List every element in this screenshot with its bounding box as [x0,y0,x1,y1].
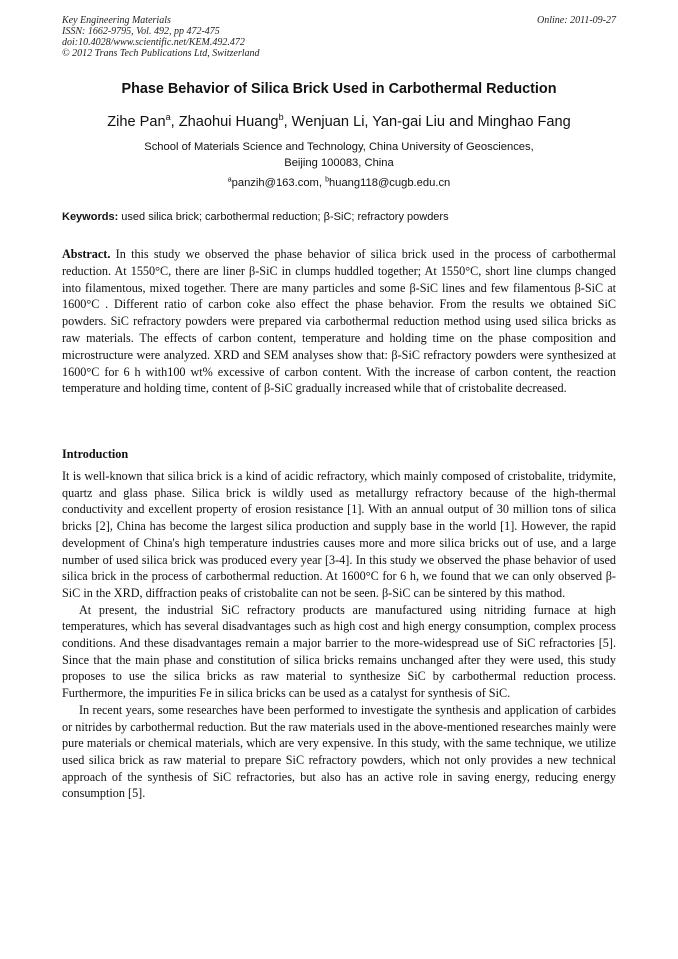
journal-header [62,15,616,59]
journal-name: Key Engineering Materials [62,15,171,26]
email-address: huang118@cugb.edu.cn [329,177,451,189]
author-names-rest: , Wenjuan Li, Yan-gai Liu and Minghao Fang [283,114,571,130]
section-heading-introduction: Introduction [62,447,129,461]
email-address: panzih@163.com, [231,177,326,189]
paragraph: In recent years, some researches have been performed to investigate the synthesis and application of carbides or nitrides by carbothermal reduction. But the raw materials used in the above-mentioned researches mainly were pure materials or chemical materials, which are very expensive. In this study, with the same technique, we utilize used silica brick as raw material to prepare SiC refractory powders, which not only provides a new technical approach of the synthesis of SiC refractories, but also has an active role in saving energy, reducing energy consumption [5]. [62,702,616,801]
author-emails [62,175,616,191]
email-mark: a [227,176,232,184]
keywords-label: Keywords: [62,211,119,223]
author-name: , Zhaohui Huang [170,114,279,130]
online-date: Online: 2011-09-27 [537,15,616,26]
author-list [62,112,616,132]
affiliation-line: School of Materials Science and Technology, China University of Geosciences, [144,141,534,153]
affiliation-line: Beijing 100083, China [284,157,394,169]
email-mark: b [325,176,329,184]
author-name: Zihe Pan [107,114,166,130]
abstract-text: In this study we observed the phase behavior of silica brick used in the process of carbothermal reduction. At 1550°C, there are liner β-SiC in clumps huddled together; At 1550°C, short line clumps changed into filamentous, mixed together. There are many particles and some β-SiC lines and few filamentous β-SiC at 1600°C . Different ratio of carbon coke also effect the phase behavior. From the results we obtained SiC powders. SiC refractory powders were prepared via carbothermal reduction method using used silica bricks as raw materials. The effects of carbon content, temperature and holding time on the phase composition and microstructure were analyzed. XRD and SEM analyses show that: β-SiC refractory powders were synthesized at 1600°C for 6 h with100 wt% excessive of carbon content. With the increase of carbon content, the reaction temperature and holding time, content of β-SiC gradually increased while that of cristobalite decreased. [62,247,616,396]
author-affil-mark: b [278,112,284,123]
affiliation [62,139,616,171]
paragraph: It is well-known that silica brick is a kind of acidic refractory, which mainly composed of cristobalite, tridymite, quartz and glass phase. Silica brick is wildly used as metallurgy refractory because of the high-thermal conductivity and excellent property of erosion resistance [1]. With an annual output of 30 million tons of silica bricks [2], China has become the largest silica production and supply base in the world [1]. However, the rapid development of China's high temperature industries causes more and more silica bricks out of use, and a large number of used silica brick was produced every year [3-4]. In this study we observed the phase behavior of used silica brick in the process of carbothermal reduction. At 1600°C for 6 h, we found that we can only observed β-SiC in the XRD, diffraction peaks of cristobalite can not be seen. β-SiC can be sintered by this mathod. [62,469,616,600]
author-affil-mark: a [165,112,171,123]
journal-copyright: © 2012 Trans Tech Publications Ltd, Switzerland [62,48,260,59]
keywords [62,209,616,225]
journal-doi: doi:10.4028/www.scientific.net/KEM.492.472 [62,37,245,48]
journal-issn: ISSN: 1662-9795, Vol. 492, pp 472-475 [62,26,220,37]
abstract-label: Abstract. [62,247,111,261]
paper-title: Phase Behavior of Silica Brick Used in Carbothermal Reduction [121,81,557,97]
paragraph: At present, the industrial SiC refractory products are manufactured using nitriding furnace at high temperatures, which has several disadvantages such as high cost and high energy consumption, complex process conditions. And these disadvantages remain a major barrier to the more-widespread use of SiC refractories [5]. Since that the main phase and constitution of silica bricks remains unchanged after they were used, this study proposes to use the silica bricks as raw material to synthesize SiC by carbothermal reduction process. Furthermore, the impurities Fe in silica bricks can be used as a catalyst for synthesis of SiC. [62,602,616,701]
introduction-body [62,468,616,802]
abstract [62,246,616,397]
keywords-text: used silica brick; carbothermal reduction; β-SiC; refractory powders [118,211,449,223]
